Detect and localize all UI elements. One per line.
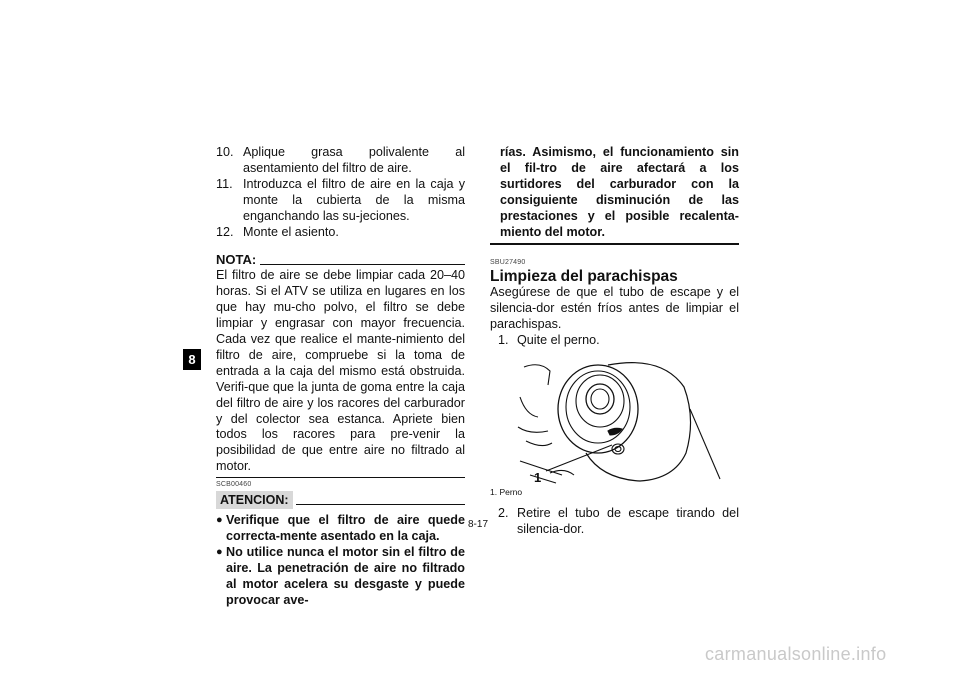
- step-11: [216, 177, 465, 225]
- step-text: Monte el asiento.: [243, 224, 339, 239]
- page-number: 8-17: [468, 519, 489, 530]
- nota-label: NOTA:: [216, 252, 257, 268]
- nota-rule: [260, 264, 465, 265]
- step-number: 11.: [216, 176, 233, 191]
- figure-caption: 1. Perno: [490, 487, 523, 498]
- caution-code: SCB00460: [216, 481, 252, 489]
- step-number: 2.: [498, 506, 509, 521]
- step-1: [490, 333, 739, 349]
- section-heading: Limpieza del parachispas: [490, 268, 678, 286]
- caution-rule: [296, 504, 465, 505]
- right-column: [490, 145, 739, 538]
- left-column: [216, 145, 465, 609]
- section-code: SBU27490: [490, 259, 526, 267]
- nota-text: El filtro de aire se debe limpiar cada 20–40 horas. Si el ATV se utiliza en lugares en los que hay mu-cho polvo, el filtro se debe limpiar y engrasar con mayor frecuencia. Cada vez que realice el mante-nimiento del filtro de aire, compruebe si la toma de entrada a la caja del mismo está obstruida. Verifi-que que la junta de goma entre la caja del filtro de aire y los racores del carburador y del colector sea estanca. Apriete bien todos los racores para pre-venir la posibilidad de que entre aire no filtrado al motor.: [216, 268, 465, 474]
- step-text: Retire el tubo de escape tirando del silencia-dor.: [517, 506, 739, 536]
- step-12: [216, 225, 465, 241]
- step-2: [490, 506, 739, 538]
- nota-end-rule: [216, 477, 465, 478]
- chapter-tab: 8: [183, 349, 201, 370]
- step-number: 12.: [216, 224, 234, 239]
- step-10: [216, 145, 465, 177]
- bullet-icon: ●: [216, 545, 223, 558]
- caution-label: ATENCION:: [216, 491, 293, 509]
- muffler-illustration: [490, 357, 739, 484]
- nota-header: [216, 252, 465, 268]
- caution-header: [216, 491, 465, 509]
- callout-number: 1: [534, 470, 542, 486]
- spark-arrester-figure: [490, 357, 739, 484]
- step-text: Quite el perno.: [517, 333, 600, 348]
- bullet-icon: ●: [216, 514, 223, 527]
- caution-bullet: ● Verifique que el filtro de aire quede correcta-mente asentado en la caja.: [216, 513, 465, 544]
- section-intro: Asegúrese de que el tubo de escape y el silencia-dor estén fríos antes de limpiar el parachispas.: [490, 285, 739, 332]
- caution-bullet: ● No utilice nunca el motor sin el filtro de aire. La penetración de aire no filtrado al motor acelera su desgaste y puede provocar ave-: [216, 544, 465, 607]
- caution-continued: rías. Asimismo, el funcionamiento sin el fil-tro de aire afectará a los surtidores del carburador con la consiguiente disminución de las prestaciones y el posible recalenta-miento del motor.: [500, 145, 739, 239]
- step-number: 1.: [498, 333, 509, 348]
- caution-end-rule: [490, 243, 739, 245]
- step-text: Introduzca el filtro de aire en la caja y monte la cubierta de la misma enganchando las su-jeciones.: [243, 176, 465, 223]
- step-number: 10.: [216, 145, 234, 159]
- step-text: Aplique grasa polivalente al asentamiento del filtro de aire.: [243, 145, 465, 175]
- watermark-footer: carmanualsonline.info: [705, 644, 887, 664]
